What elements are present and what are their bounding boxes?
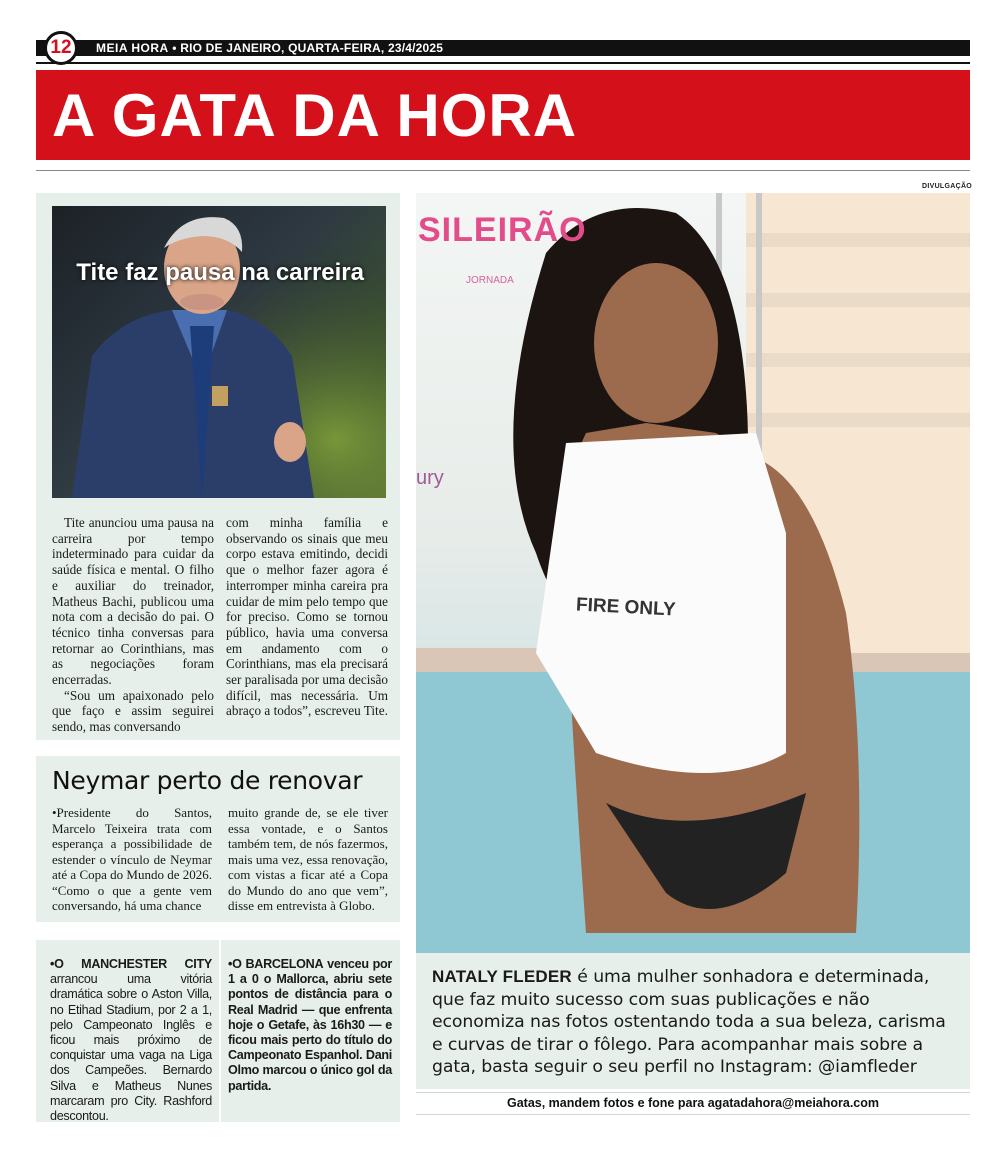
neymar-column-2: muito grande de, se ele tiver essa vontade, e o Santos também tem, de nós fazermos, mais uma vez, essa renovação, com vistas a ficar até a Copa do Mundo do ano que vem”, disse em entrevista à Globo. <box>228 805 388 913</box>
tite-photo <box>52 206 386 498</box>
sponsor-fragment: ury <box>416 467 444 489</box>
event-banner-sub: JORNADA <box>466 275 514 286</box>
feature-blurb <box>432 966 958 1079</box>
section-title: A GATA DA HORA <box>52 82 578 149</box>
tite-paragraph-2: “Sou um apaixonado pelo que faço e assim seguirei sendo, mas conversando <box>52 687 214 735</box>
brand-name: MEIA HORA <box>96 41 169 55</box>
tite-photo-caption: Tite faz pausa na carreira <box>76 259 364 286</box>
event-banner-text: SILEIRÃO <box>418 211 587 249</box>
submission-footer: Gatas, mandem fotos e fone para agatadahora@meiahora.com <box>416 1092 970 1115</box>
note-barcelona <box>228 957 392 1094</box>
divider <box>36 170 970 171</box>
note-a-lead: •O MANCHESTER CITY <box>50 957 212 971</box>
featured-name: NATALY FLEDER <box>432 967 572 986</box>
tite-article-column-1 <box>52 515 214 735</box>
feature-illustration <box>416 193 970 953</box>
shirt-logo: FIRE ONLY <box>575 594 677 621</box>
tite-paragraph-1: Tite anunciou uma pausa na carreira por tempo indeterminado para cuidar da saúde física e mental. O filho e auxiliar do treinador, Matheus Bachi, publicou uma nota com a decisão do pai. O técnico tinha conversas para retornar ao Corinthians, mas as negociações foram encerradas. <box>52 515 214 688</box>
tite-illustration <box>52 206 386 498</box>
note-a-text: arrancou uma vitória dramática sobre o Aston Villa, no Etihad Stadium, por 2 a 1, pelo Campeonato Inglês e ficou mais próximo de conquistar uma vaga na Liga dos Campeões. Bernardo Silva e Matheus Nunes marcaram pro City. Rashford descontou. <box>50 972 212 1124</box>
note-manchester-city <box>50 957 212 1124</box>
note-b-text: venceu por 1 a 0 o Mallorca, abriu sete pontos de distância para o Real Madrid — que enfrenta hoje o Getafe, às 16h30 — e ficou mais perto do título do Campeonato Espanhol. Dani Olmo marcou o único gol da partida. <box>228 957 393 1093</box>
feature-description: é uma mulher sonhadora e determinada, que faz muito sucesso com suas publicações e não economiza nas fotos ostentando toda a sua beleza, carisma e curvas de tirar o fôlego. Para acompanhar mais sobre a gata, basta seguir o seu perfil no Instagram: @iamfleder <box>432 967 946 1077</box>
photo-credit-divulgacao: DIVULGAÇÃO <box>922 183 973 190</box>
dateline-text: • RIO DE JANEIRO, QUARTA-FEIRA, 23/4/2025 <box>168 41 444 55</box>
page-number: 12 <box>44 31 78 65</box>
masthead-dateline <box>96 41 443 55</box>
masthead-rule <box>36 62 970 64</box>
feature-photo <box>416 193 970 953</box>
neymar-headline: Neymar perto de renovar <box>52 766 363 795</box>
note-b-lead: •O BARCELONA <box>228 957 324 971</box>
notes-divider <box>219 940 221 1122</box>
neymar-column-1: •Presidente do Santos, Marcelo Teixeira trata com esperança a possibilidade de estender o vínculo de Neymar até a Copa do Mundo de 2026. “Como o que a gente vem conversando, há uma chance <box>52 805 212 913</box>
tite-article-column-2: com minha família e observando os sinais que meu corpo estava emitindo, decidi que o melhor fazer agora é interromper minha careira pra cuidar de mim pelo tempo que for preciso. Como se tornou público, havia uma conversa em andamento com o Corinthians, mas ela precisará ser paralisada por uma decisão difícil, mas necessária. Um abraço a todos”, escreveu Tite. <box>226 515 388 719</box>
